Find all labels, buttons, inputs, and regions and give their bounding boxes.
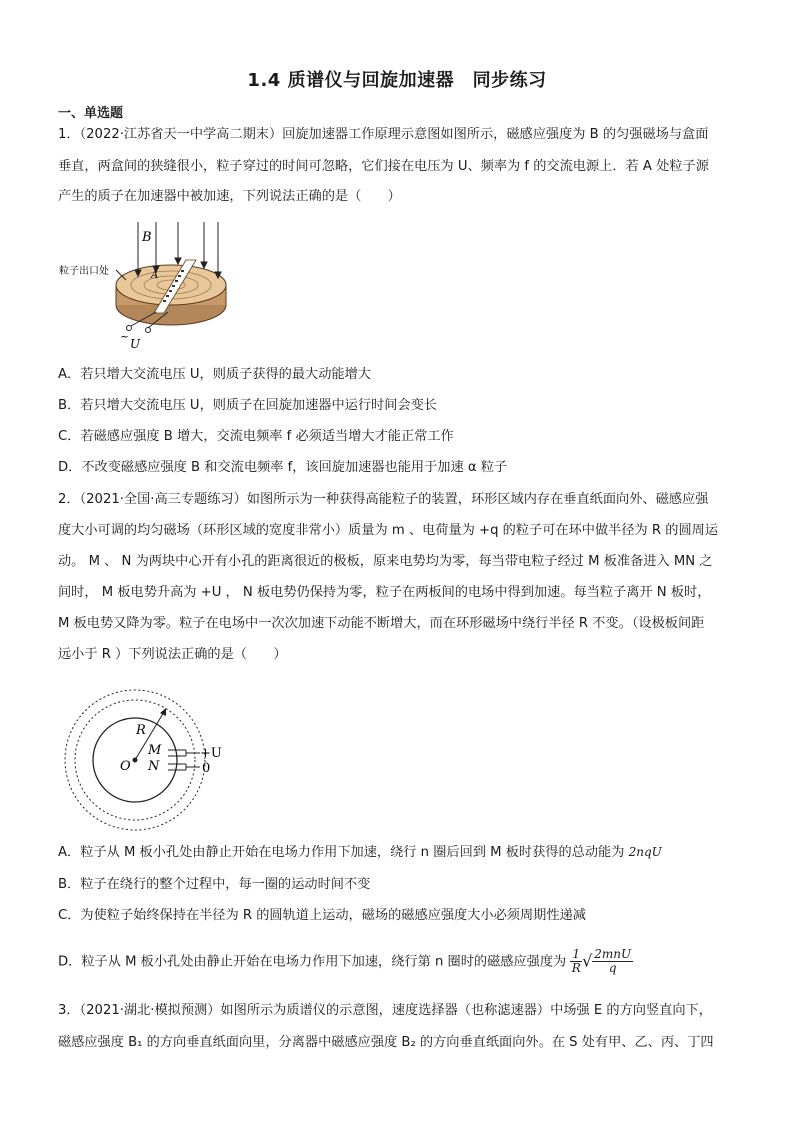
ring-accelerator-figure <box>60 688 240 832</box>
sqrt-numerator: 2mnU <box>594 947 632 961</box>
q2-option-b[interactable]: B．粒子在绕行的整个过程中，每一圈的运动时间不变 <box>58 877 371 892</box>
q1-text-line: 1．（2022·江苏省天一中学高二期末）回旋加速器工作原理示意图如图所示，磁感应强度为 B 的匀强磁场与盒面 <box>58 127 709 142</box>
q2-option-a-formula: 2nqU <box>628 845 662 859</box>
page-title: 1.4 质谱仪与回旋加速器 同步练习 <box>247 70 547 91</box>
label-tilde: ~ <box>120 330 130 343</box>
frac-numerator: 1 <box>572 947 581 961</box>
label-U: U <box>130 337 141 351</box>
label-zero: 0 <box>202 761 211 776</box>
label-O: O <box>120 759 131 774</box>
frac-denominator: R <box>571 961 581 975</box>
label-N: N <box>148 759 160 774</box>
q1-option-c[interactable]: C．若磁感应强度 B 增大，交流电频率 f 必须适当增大才能正常工作 <box>58 429 454 444</box>
q2-text-line: M 板电势又降为零。粒子在电场中一次次加速下动能不断增大，而在环形磁场中绕行半径 R 不变。（设极板间距 <box>58 616 705 631</box>
q1-option-d[interactable]: D．不改变磁感应强度 B 和交流电频率 f，该回旋加速器也能用于加速 α 粒子 <box>58 460 508 475</box>
q2-text-line: 2．（2021·全国·高三专题练习）如图所示为一种获得高能粒子的装置，环形区域内存在垂直纸面向外、磁感应强 <box>58 492 709 507</box>
sqrt-denominator: q <box>608 961 617 975</box>
q2-option-c[interactable]: C．为使粒子始终保持在半径为 R 的圆轨道上运动，磁场的磁感应强度大小必须周期性递减 <box>58 908 586 923</box>
q3-text-line: 3．（2021·湖北·模拟预测）如图所示为质谱仪的示意图，速度选择器（也称滤速器）中场强 E 的方向竖直向下， <box>58 1003 712 1018</box>
label-R: R <box>136 723 146 738</box>
label-M: M <box>148 743 162 758</box>
q2-option-a[interactable] <box>58 843 662 862</box>
q2-text-line: 度大小可调的均匀磁场（环形区域的宽度非常小）质量为 m 、电荷量为 +q 的粒子可在环中做半径为 R 的圆周运 <box>58 523 719 538</box>
q2-text-line: 间时， M 板电势升高为 +U ， N 板电势仍保持为零，粒子在两板间的电场中得到加速。每当粒子离开 N 板时， <box>58 585 711 600</box>
cyclotron-figure <box>56 218 246 352</box>
q2-text-line: 远小于 R ）下列说法正确的是（ ） <box>58 647 287 662</box>
q1-text-line: 产生的质子在加速器中被加速，下列说法正确的是（ ） <box>58 189 401 204</box>
q2-text-line: 动。 M 、 N 为两块中心开有小孔的距离很近的极板，原来电势均为零，每当带电粒子经过 M 板准备进入 MN 之 <box>58 554 713 569</box>
q2-option-d-fraction <box>570 948 582 975</box>
section-heading: 一、单选题 <box>58 106 124 121</box>
label-B: B <box>142 230 152 245</box>
q1-option-b[interactable]: B．若只增大交流电压 U，则质子在回旋加速器中运行时间会变长 <box>58 398 437 413</box>
label-exit: 粒子出口处 <box>59 266 109 277</box>
q1-text-line: 垂直，两盒间的狭缝很小，粒子穿过的时间可忽略，它们接在电压为 U、频率为 f 的交流电源上．若 A 处粒子源 <box>58 159 709 174</box>
q3-text-line: 磁感应强度 B₁ 的方向垂直纸面向里，分离器中磁感应强度 B₂ 的方向垂直纸面向外。在 S 处有甲、乙、丙、丁四 <box>58 1035 714 1050</box>
q1-option-a[interactable]: A．若只增大交流电压 U，则质子获得的最大动能增大 <box>58 367 371 382</box>
q2-option-d[interactable] <box>58 948 633 975</box>
label-plus-u: +U <box>200 746 222 761</box>
q2-option-a-text: A．粒子从 M 板小孔处由静止开始在电场力作用下加速，绕行 n 圈后回到 M 板时获得的总动能为 <box>58 845 625 860</box>
q2-option-d-text: D．粒子从 M 板小孔处由静止开始在电场力作用下加速，绕行第 n 圈时的磁感应强度为 <box>58 954 567 970</box>
q2-option-d-sqrt: √ 2mnU q <box>582 947 632 975</box>
label-A: A <box>151 270 159 281</box>
